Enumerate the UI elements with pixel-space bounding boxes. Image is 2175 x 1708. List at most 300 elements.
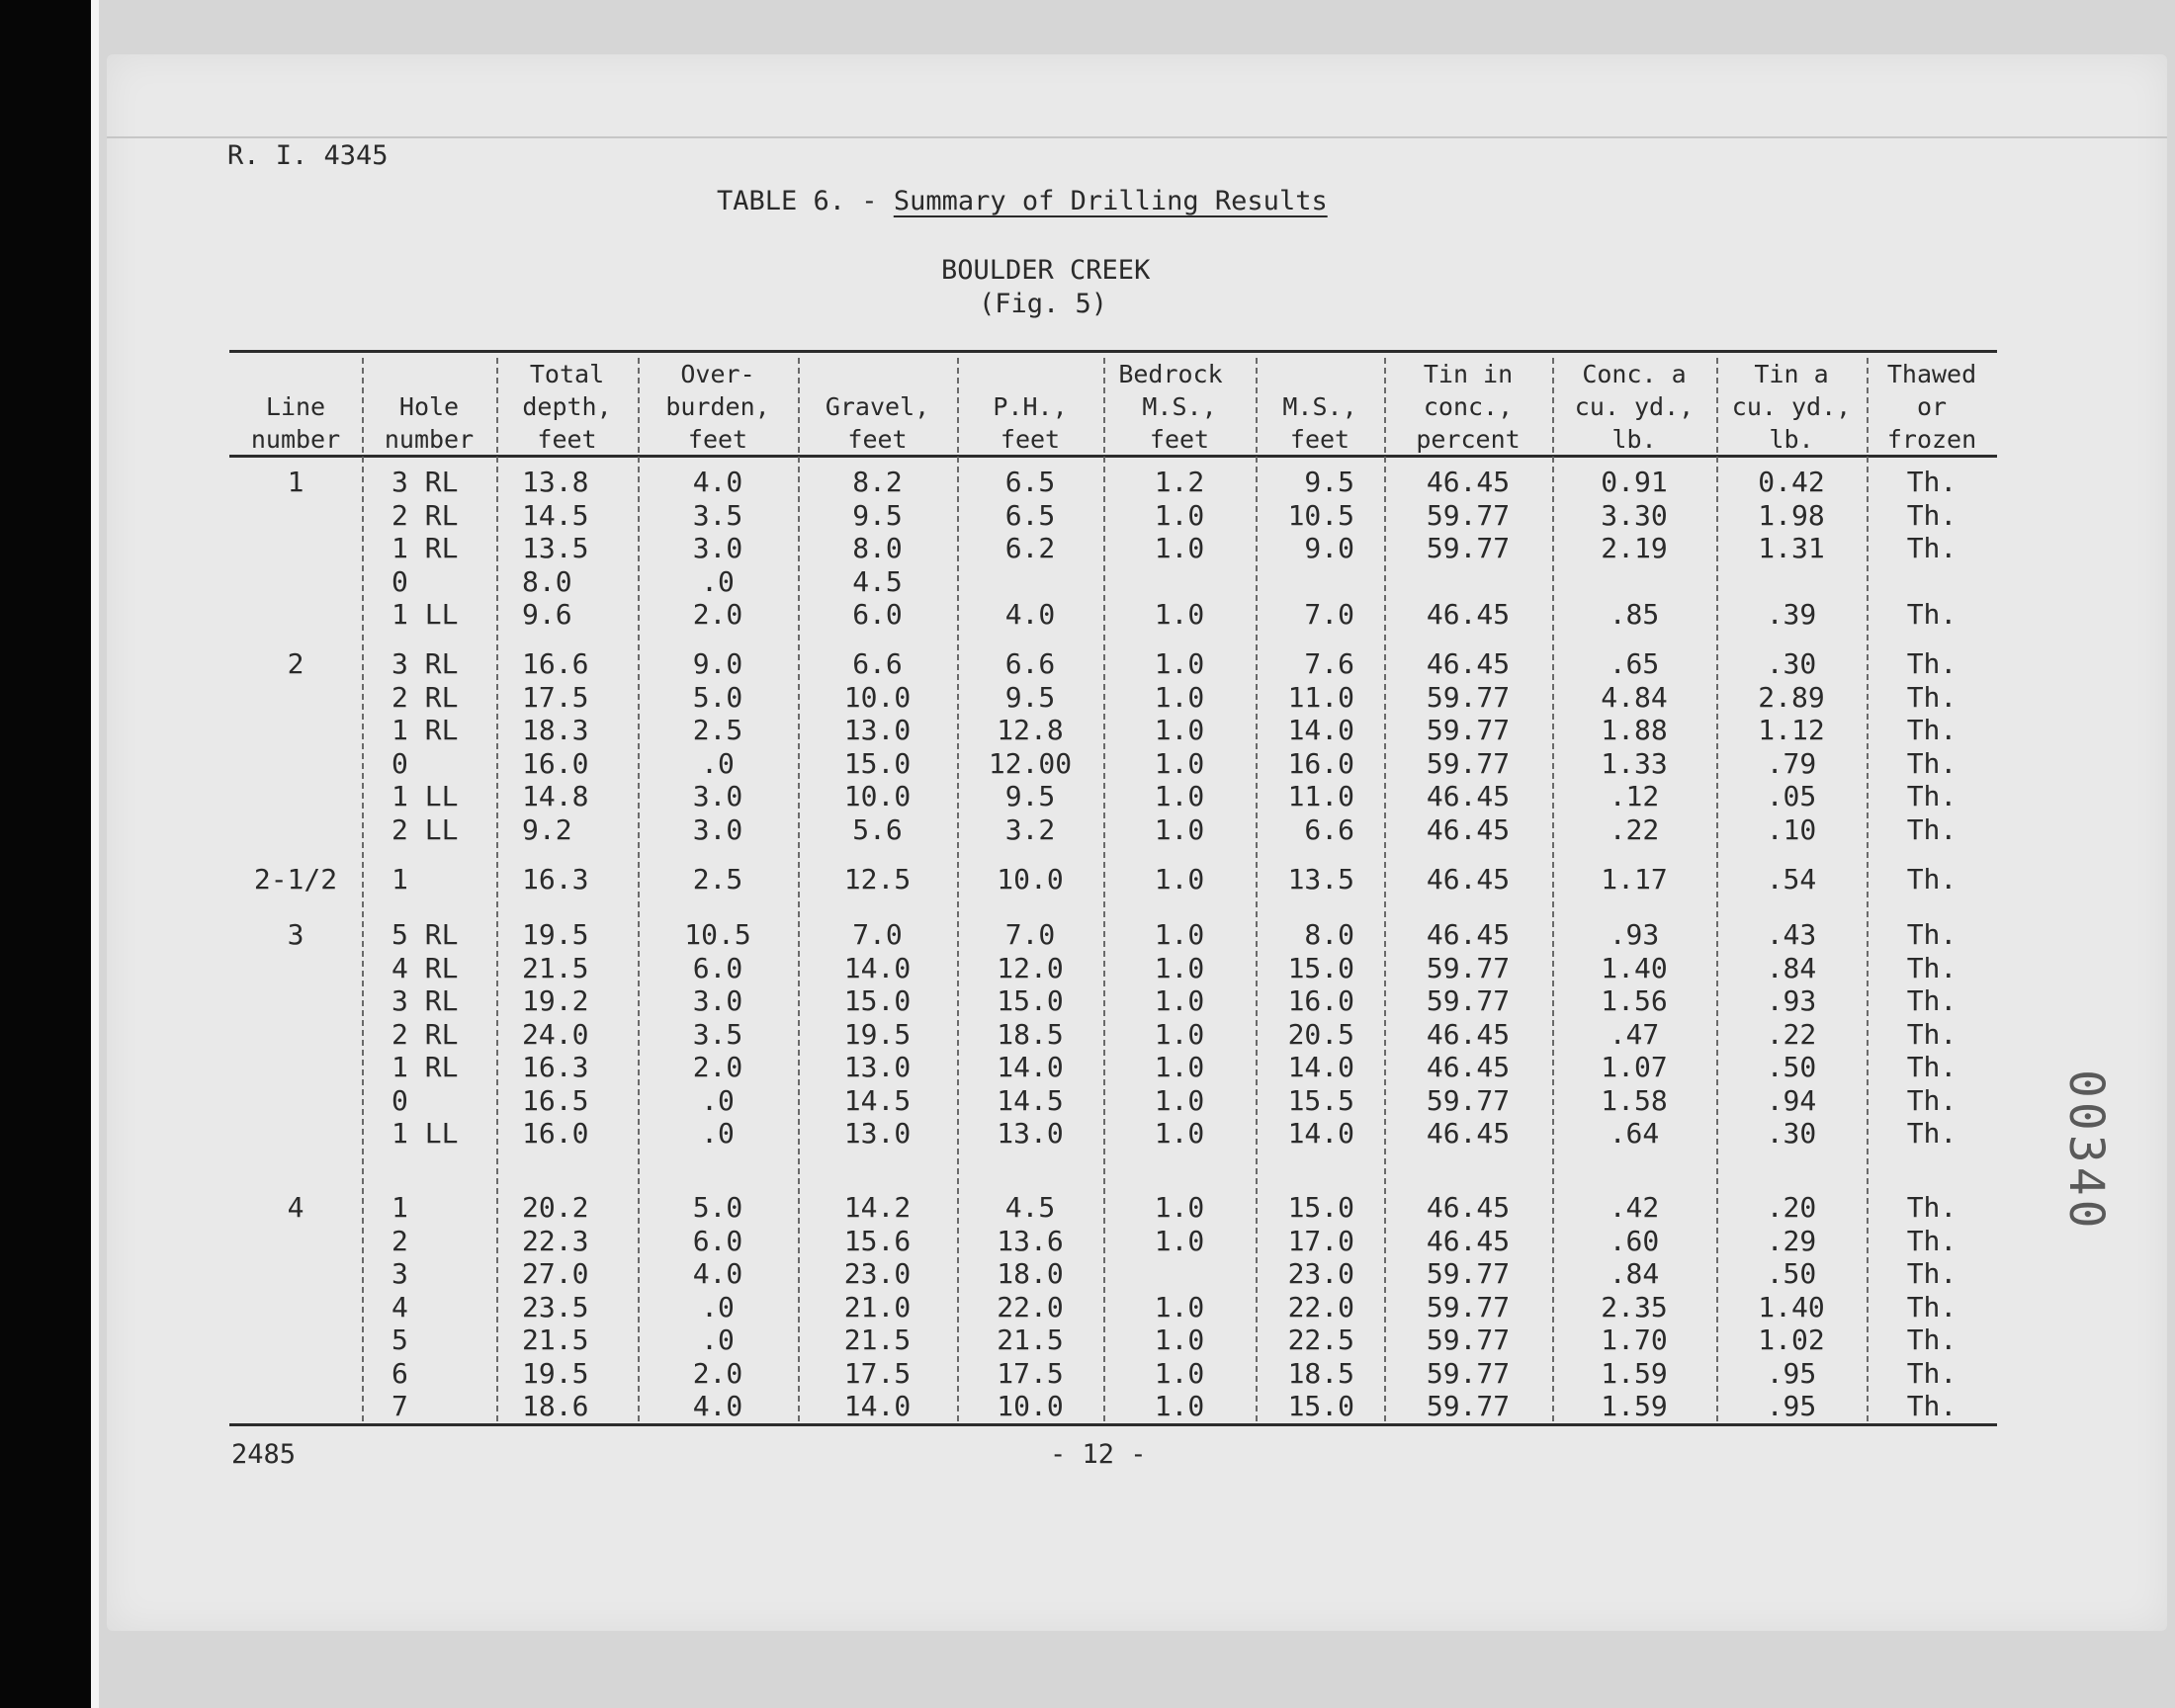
cell-conc-yd: .47	[1609, 1018, 1660, 1051]
cell-line: 1	[287, 466, 304, 498]
column-header-thawed	[1867, 358, 1997, 456]
cell-conc-yd: 1.56	[1601, 984, 1668, 1017]
cell-tin-conc: 59.77	[1426, 1390, 1511, 1422]
cell-over: 3.0	[692, 813, 743, 846]
cell-line: 4	[287, 1191, 304, 1224]
column-header-line: M.S.,	[1142, 392, 1217, 421]
cell-tin-yd: 2.89	[1758, 681, 1825, 714]
cell-thawed: Th.	[1906, 1051, 1958, 1083]
column-header-line: Hole	[398, 392, 460, 421]
document-code: 2485	[231, 1439, 297, 1470]
cell-conc-yd: .42	[1609, 1191, 1660, 1224]
column-header-line: number	[384, 425, 475, 454]
cell-total: 19.5	[522, 1357, 589, 1390]
cell-ms: 15.0	[1287, 1390, 1354, 1422]
cell-ms: 20.5	[1287, 1018, 1354, 1051]
cell-total: 24.0	[522, 1018, 589, 1051]
column-header-line: Total	[529, 360, 605, 388]
cell-gravel: 23.0	[843, 1257, 912, 1290]
column-separator	[496, 358, 498, 1421]
cell-conc-yd: .85	[1609, 598, 1660, 631]
cell-thawed: Th.	[1906, 1117, 1958, 1150]
column-header-line: cu. yd.,	[1574, 392, 1695, 421]
cell-tin-yd: 1.31	[1758, 532, 1825, 564]
cell-over: 4.0	[692, 1390, 743, 1422]
cell-tin-yd: .22	[1766, 1018, 1817, 1051]
cell-tin-yd: .39	[1766, 598, 1817, 631]
column-header-conc-yd	[1552, 358, 1716, 456]
cell-over: .0	[701, 1117, 735, 1150]
cell-hole: 1	[392, 1191, 408, 1224]
cell-hole: 1 LL	[392, 1117, 459, 1150]
figure-reference: (Fig. 5)	[979, 289, 1108, 319]
cell-hole: 7	[392, 1390, 408, 1422]
cell-tin-yd: .54	[1766, 863, 1817, 896]
cell-thawed: Th.	[1906, 863, 1958, 896]
cell-ms: 10.5	[1287, 499, 1354, 532]
scanner-edge	[91, 0, 99, 1708]
cell-over: 6.0	[692, 952, 743, 984]
cell-gravel: 21.5	[843, 1324, 912, 1356]
cell-ms: 7.6	[1304, 647, 1354, 680]
cell-ph: 9.5	[1004, 681, 1056, 714]
column-header-line: Gravel,	[825, 392, 930, 421]
cell-conc-yd: 2.19	[1601, 532, 1668, 564]
cell-hole: 2	[392, 1225, 408, 1257]
cell-tin-conc: 59.77	[1426, 952, 1511, 984]
cell-bms: 1.0	[1154, 647, 1205, 680]
cell-tin-conc: 46.45	[1426, 863, 1511, 896]
column-header-total	[496, 358, 638, 456]
cell-hole: 2 RL	[392, 1018, 459, 1051]
cell-over: 3.0	[692, 984, 743, 1017]
cell-bms: 1.0	[1154, 532, 1205, 564]
cell-ph: 7.0	[1004, 918, 1056, 951]
cell-tin-conc: 46.45	[1426, 1018, 1511, 1051]
cell-conc-yd: .22	[1609, 813, 1660, 846]
cell-tin-conc: 46.45	[1426, 918, 1511, 951]
cell-hole: 4	[392, 1291, 408, 1324]
cell-ms: 11.0	[1287, 780, 1354, 812]
cell-tin-conc: 59.77	[1426, 1357, 1511, 1390]
column-header-line: Over-	[680, 360, 755, 388]
cell-ms: 7.0	[1304, 598, 1354, 631]
cell-conc-yd: 1.07	[1601, 1051, 1668, 1083]
cell-ph: 13.6	[997, 1225, 1064, 1257]
cell-ms: 14.0	[1287, 1117, 1354, 1150]
cell-bms: 1.0	[1154, 780, 1205, 812]
cell-conc-yd: 1.59	[1601, 1357, 1668, 1390]
cell-total: 19.5	[522, 918, 589, 951]
cell-conc-yd: .12	[1609, 780, 1660, 812]
cell-over: 3.0	[692, 780, 743, 812]
cell-ms: 16.0	[1287, 747, 1354, 780]
column-header-line: conc.,	[1423, 392, 1514, 421]
cell-ph: 6.6	[1004, 647, 1056, 680]
cell-bms: 1.0	[1154, 1117, 1205, 1150]
cell-bms: 1.0	[1154, 1051, 1205, 1083]
cell-thawed: Th.	[1906, 1225, 1958, 1257]
cell-hole: 0	[392, 1084, 408, 1117]
cell-tin-conc: 59.77	[1426, 1291, 1511, 1324]
cell-tin-conc: 46.45	[1426, 780, 1511, 812]
cell-over: 2.5	[692, 863, 743, 896]
cell-conc-yd: 4.84	[1601, 681, 1668, 714]
cell-ph: 18.5	[997, 1018, 1064, 1051]
cell-thawed: Th.	[1906, 1018, 1958, 1051]
cell-ms: 23.0	[1287, 1257, 1354, 1290]
column-header-line: Thawed	[1886, 360, 1977, 388]
cell-thawed: Th.	[1906, 918, 1958, 951]
cell-bms: 1.0	[1154, 499, 1205, 532]
cell-conc-yd: 0.91	[1601, 466, 1668, 498]
cell-tin-yd: .95	[1766, 1357, 1817, 1390]
cell-bms: 1.0	[1154, 952, 1205, 984]
cell-over: .0	[701, 1291, 735, 1324]
cell-gravel: 15.0	[843, 747, 912, 780]
cell-conc-yd: 1.58	[1601, 1084, 1668, 1117]
cell-gravel: 13.0	[843, 1117, 912, 1150]
cell-conc-yd: .60	[1609, 1225, 1660, 1257]
cell-tin-yd: .29	[1766, 1225, 1817, 1257]
cell-tin-conc: 59.77	[1426, 1324, 1511, 1356]
cell-tin-conc: 59.77	[1426, 714, 1511, 746]
cell-total: 14.5	[522, 499, 589, 532]
cell-thawed: Th.	[1906, 532, 1958, 564]
cell-total: 18.3	[522, 714, 589, 746]
column-header-line: Conc. a	[1582, 360, 1687, 388]
cell-ph: 6.5	[1004, 499, 1056, 532]
table-top-rule	[229, 350, 1997, 353]
cell-thawed: Th.	[1906, 499, 1958, 532]
cell-gravel: 17.5	[843, 1357, 912, 1390]
column-header-line: or	[1916, 392, 1948, 421]
cell-conc-yd: .64	[1609, 1117, 1660, 1150]
column-separator	[362, 358, 364, 1421]
cell-over: 3.0	[692, 532, 743, 564]
column-header-line: M.S.,	[1282, 392, 1357, 421]
cell-tin-yd: .10	[1766, 813, 1817, 846]
cell-ms: 9.5	[1304, 466, 1354, 498]
cell-tin-conc: 46.45	[1426, 598, 1511, 631]
cell-gravel: 6.0	[852, 598, 903, 631]
cell-gravel: 14.5	[843, 1084, 912, 1117]
cell-hole: 6	[392, 1357, 408, 1390]
column-header-tin-conc	[1384, 358, 1552, 456]
cell-ms: 17.0	[1287, 1225, 1354, 1257]
cell-ph: 17.5	[997, 1357, 1064, 1390]
cell-tin-yd: .84	[1766, 952, 1817, 984]
cell-bms: 1.0	[1154, 813, 1205, 846]
table-title-text: Summary of Drilling Results	[893, 186, 1328, 216]
column-header-line: depth,	[522, 392, 612, 421]
cell-ph: 4.5	[1004, 1191, 1056, 1224]
cell-total: 22.3	[522, 1225, 589, 1257]
cell-over: .0	[701, 747, 735, 780]
column-header-line	[229, 358, 362, 456]
cell-hole: 4 RL	[392, 952, 459, 984]
cell-ms: 18.5	[1287, 1357, 1354, 1390]
cell-gravel: 15.6	[843, 1225, 912, 1257]
cell-total: 17.5	[522, 681, 589, 714]
scanner-border	[0, 0, 91, 1708]
cell-over: 3.5	[692, 1018, 743, 1051]
cell-conc-yd: 1.70	[1601, 1324, 1668, 1356]
cell-ms: 13.5	[1287, 863, 1354, 896]
cell-tin-conc: 46.45	[1426, 466, 1511, 498]
bedrock-group-header: Bedrock	[1118, 360, 1223, 388]
cell-gravel: 9.5	[852, 499, 903, 532]
cell-over: 9.0	[692, 647, 743, 680]
cell-gravel: 6.6	[852, 647, 903, 680]
cell-over: 5.0	[692, 1191, 743, 1224]
column-header-line: Tin in	[1423, 360, 1514, 388]
cell-bms: 1.0	[1154, 1291, 1205, 1324]
cell-thawed: Th.	[1906, 984, 1958, 1017]
cell-bms: 1.0	[1154, 1390, 1205, 1422]
cell-thawed: Th.	[1906, 747, 1958, 780]
cell-hole: 2 RL	[392, 681, 459, 714]
cell-ph: 6.5	[1004, 466, 1056, 498]
cell-ph: 4.0	[1004, 598, 1056, 631]
cell-thawed: Th.	[1906, 1390, 1958, 1422]
cell-hole: 5 RL	[392, 918, 459, 951]
cell-tin-conc: 46.45	[1426, 1225, 1511, 1257]
cell-tin-yd: .93	[1766, 984, 1817, 1017]
cell-total: 16.3	[522, 863, 589, 896]
cell-gravel: 8.2	[852, 466, 903, 498]
cell-conc-yd: 1.33	[1601, 747, 1668, 780]
column-header-line: feet	[847, 425, 908, 454]
cell-gravel: 15.0	[843, 984, 912, 1017]
cell-total: 18.6	[522, 1390, 589, 1422]
cell-hole: 3 RL	[392, 984, 459, 1017]
cell-tin-yd: .95	[1766, 1390, 1817, 1422]
cell-conc-yd: 2.35	[1601, 1291, 1668, 1324]
cell-gravel: 4.5	[852, 565, 903, 598]
cell-gravel: 14.2	[843, 1191, 912, 1224]
cell-over: 2.0	[692, 1051, 743, 1083]
cell-conc-yd: 3.30	[1601, 499, 1668, 532]
cell-total: 16.5	[522, 1084, 589, 1117]
cell-bms: 1.0	[1154, 1225, 1205, 1257]
column-header-line: feet	[687, 425, 748, 454]
cell-tin-conc: 46.45	[1426, 1051, 1511, 1083]
cell-total: 16.0	[522, 747, 589, 780]
cell-tin-yd: 1.40	[1758, 1291, 1825, 1324]
cell-total: 9.6	[522, 598, 572, 631]
cell-conc-yd: 1.40	[1601, 952, 1668, 984]
cell-total: 20.2	[522, 1191, 589, 1224]
column-header-line: feet	[1000, 425, 1061, 454]
cell-ph: 9.5	[1004, 780, 1056, 812]
cell-bms: 1.0	[1154, 918, 1205, 951]
cell-gravel: 7.0	[852, 918, 903, 951]
cell-tin-conc: 59.77	[1426, 1084, 1511, 1117]
table-bottom-rule	[229, 1423, 1997, 1426]
column-header-line: lb.	[1611, 425, 1657, 454]
column-header-line: cu. yd.,	[1731, 392, 1852, 421]
cell-tin-yd: .94	[1766, 1084, 1817, 1117]
cell-conc-yd: 1.88	[1601, 714, 1668, 746]
cell-tin-conc: 59.77	[1426, 532, 1511, 564]
cell-bms: 1.0	[1154, 1357, 1205, 1390]
cell-bms: 1.0	[1154, 1084, 1205, 1117]
cell-hole: 1 LL	[392, 780, 459, 812]
cell-ph: 14.0	[997, 1051, 1064, 1083]
column-header-tin-yd	[1716, 358, 1867, 456]
cell-hole: 1 RL	[392, 1051, 459, 1083]
cell-thawed: Th.	[1906, 598, 1958, 631]
cell-bms: 1.0	[1154, 1018, 1205, 1051]
cell-thawed: Th.	[1906, 1324, 1958, 1356]
column-header-line: lb.	[1769, 425, 1814, 454]
cell-gravel: 13.0	[843, 1051, 912, 1083]
cell-ms: 22.5	[1287, 1324, 1354, 1356]
cell-thawed: Th.	[1906, 813, 1958, 846]
cell-tin-yd: .43	[1766, 918, 1817, 951]
cell-total: 19.2	[522, 984, 589, 1017]
cell-line: 2-1/2	[253, 863, 338, 896]
cell-over: 4.0	[692, 466, 743, 498]
cell-hole: 3 RL	[392, 466, 459, 498]
cell-total: 9.2	[522, 813, 572, 846]
cell-ph: 21.5	[997, 1324, 1064, 1356]
column-header-line: Line	[265, 392, 326, 421]
cell-thawed: Th.	[1906, 780, 1958, 812]
cell-hole: 2 RL	[392, 499, 459, 532]
column-header-over	[638, 358, 798, 456]
cell-thawed: Th.	[1906, 1084, 1958, 1117]
cell-bms: 1.0	[1154, 863, 1205, 896]
cell-gravel: 14.0	[843, 1390, 912, 1422]
column-header-line: feet	[537, 425, 597, 454]
cell-bms: 1.0	[1154, 598, 1205, 631]
cell-gravel: 10.0	[843, 681, 912, 714]
cell-gravel: 12.5	[843, 863, 912, 896]
cell-over: .0	[701, 1324, 735, 1356]
cell-total: 21.5	[522, 1324, 589, 1356]
cell-thawed: Th.	[1906, 647, 1958, 680]
cell-tin-conc: 59.77	[1426, 984, 1511, 1017]
cell-ph: 22.0	[997, 1291, 1064, 1324]
cell-conc-yd: 1.17	[1601, 863, 1668, 896]
cell-ph: 10.0	[997, 1390, 1064, 1422]
cell-conc-yd: 1.59	[1601, 1390, 1668, 1422]
column-header-gravel	[798, 358, 957, 456]
cell-hole: 0	[392, 565, 408, 598]
cell-bms: 1.0	[1154, 1191, 1205, 1224]
cell-ms: 15.0	[1287, 952, 1354, 984]
archive-stamp: 00340	[2058, 1069, 2114, 1233]
cell-ph: 13.0	[997, 1117, 1064, 1150]
cell-bms: 1.0	[1154, 681, 1205, 714]
cell-tin-yd: 1.02	[1758, 1324, 1825, 1356]
cell-over: .0	[701, 565, 735, 598]
cell-gravel: 14.0	[843, 952, 912, 984]
cell-hole: 1 LL	[392, 598, 459, 631]
cell-hole: 0	[392, 747, 408, 780]
cell-tin-yd: .79	[1766, 747, 1817, 780]
cell-gravel: 8.0	[852, 532, 903, 564]
column-header-line: percent	[1416, 425, 1521, 454]
cell-total: 16.0	[522, 1117, 589, 1150]
cell-tin-conc: 46.45	[1426, 813, 1511, 846]
cell-tin-conc: 46.45	[1426, 1191, 1511, 1224]
cell-tin-conc: 59.77	[1426, 499, 1511, 532]
cell-thawed: Th.	[1906, 1357, 1958, 1390]
cell-line: 3	[287, 918, 304, 951]
cell-hole: 5	[392, 1324, 408, 1356]
cell-thawed: Th.	[1906, 714, 1958, 746]
cell-ms: 9.0	[1304, 532, 1354, 564]
cell-ms: 8.0	[1304, 918, 1354, 951]
column-header-line: burden,	[665, 392, 770, 421]
cell-gravel: 19.5	[843, 1018, 912, 1051]
cell-total: 8.0	[522, 565, 572, 598]
column-header-line: P.H.,	[993, 392, 1068, 421]
cell-ph: 15.0	[997, 984, 1064, 1017]
cell-hole: 2 LL	[392, 813, 459, 846]
cell-over: 4.0	[692, 1257, 743, 1290]
table-title-prefix: TABLE 6. -	[717, 186, 894, 216]
cell-total: 21.5	[522, 952, 589, 984]
cell-ph: 3.2	[1004, 813, 1056, 846]
cell-ph: 18.0	[997, 1257, 1064, 1290]
cell-conc-yd: .84	[1609, 1257, 1660, 1290]
cell-tin-conc: 59.77	[1426, 747, 1511, 780]
cell-bms: 1.0	[1154, 714, 1205, 746]
cell-tin-yd: 1.98	[1758, 499, 1825, 532]
column-header-hole	[362, 358, 496, 456]
cell-total: 13.8	[522, 466, 589, 498]
cell-total: 13.5	[522, 532, 589, 564]
cell-tin-yd: .05	[1766, 780, 1817, 812]
cell-gravel: 10.0	[843, 780, 912, 812]
column-header-line: number	[250, 425, 341, 454]
cell-total: 16.6	[522, 647, 589, 680]
cell-conc-yd: .65	[1609, 647, 1660, 680]
cell-tin-yd: .30	[1766, 1117, 1817, 1150]
cell-hole: 1 RL	[392, 532, 459, 564]
cell-thawed: Th.	[1906, 1257, 1958, 1290]
cell-thawed: Th.	[1906, 681, 1958, 714]
cell-thawed: Th.	[1906, 952, 1958, 984]
cell-bms: 1.0	[1154, 1324, 1205, 1356]
report-reference: R. I. 4345	[227, 140, 389, 171]
cell-ph: 10.0	[997, 863, 1064, 896]
page-fold-line	[107, 136, 2167, 138]
cell-tin-yd: .50	[1766, 1051, 1817, 1083]
cell-over: 2.0	[692, 598, 743, 631]
column-header-line: frozen	[1886, 425, 1977, 454]
cell-total: 16.3	[522, 1051, 589, 1083]
cell-over: 3.5	[692, 499, 743, 532]
cell-thawed: Th.	[1906, 1191, 1958, 1224]
cell-over: 2.5	[692, 714, 743, 746]
cell-tin-yd: .50	[1766, 1257, 1817, 1290]
column-header-line: feet	[1289, 425, 1350, 454]
cell-total: 14.8	[522, 780, 589, 812]
location-heading: BOULDER CREEK	[941, 255, 1151, 286]
cell-conc-yd: .93	[1609, 918, 1660, 951]
cell-bms: 1.2	[1154, 466, 1205, 498]
cell-hole: 3	[392, 1257, 408, 1290]
cell-total: 27.0	[522, 1257, 589, 1290]
page-number: - 12 -	[1050, 1439, 1147, 1470]
cell-tin-conc: 46.45	[1426, 647, 1511, 680]
cell-thawed: Th.	[1906, 466, 1958, 498]
